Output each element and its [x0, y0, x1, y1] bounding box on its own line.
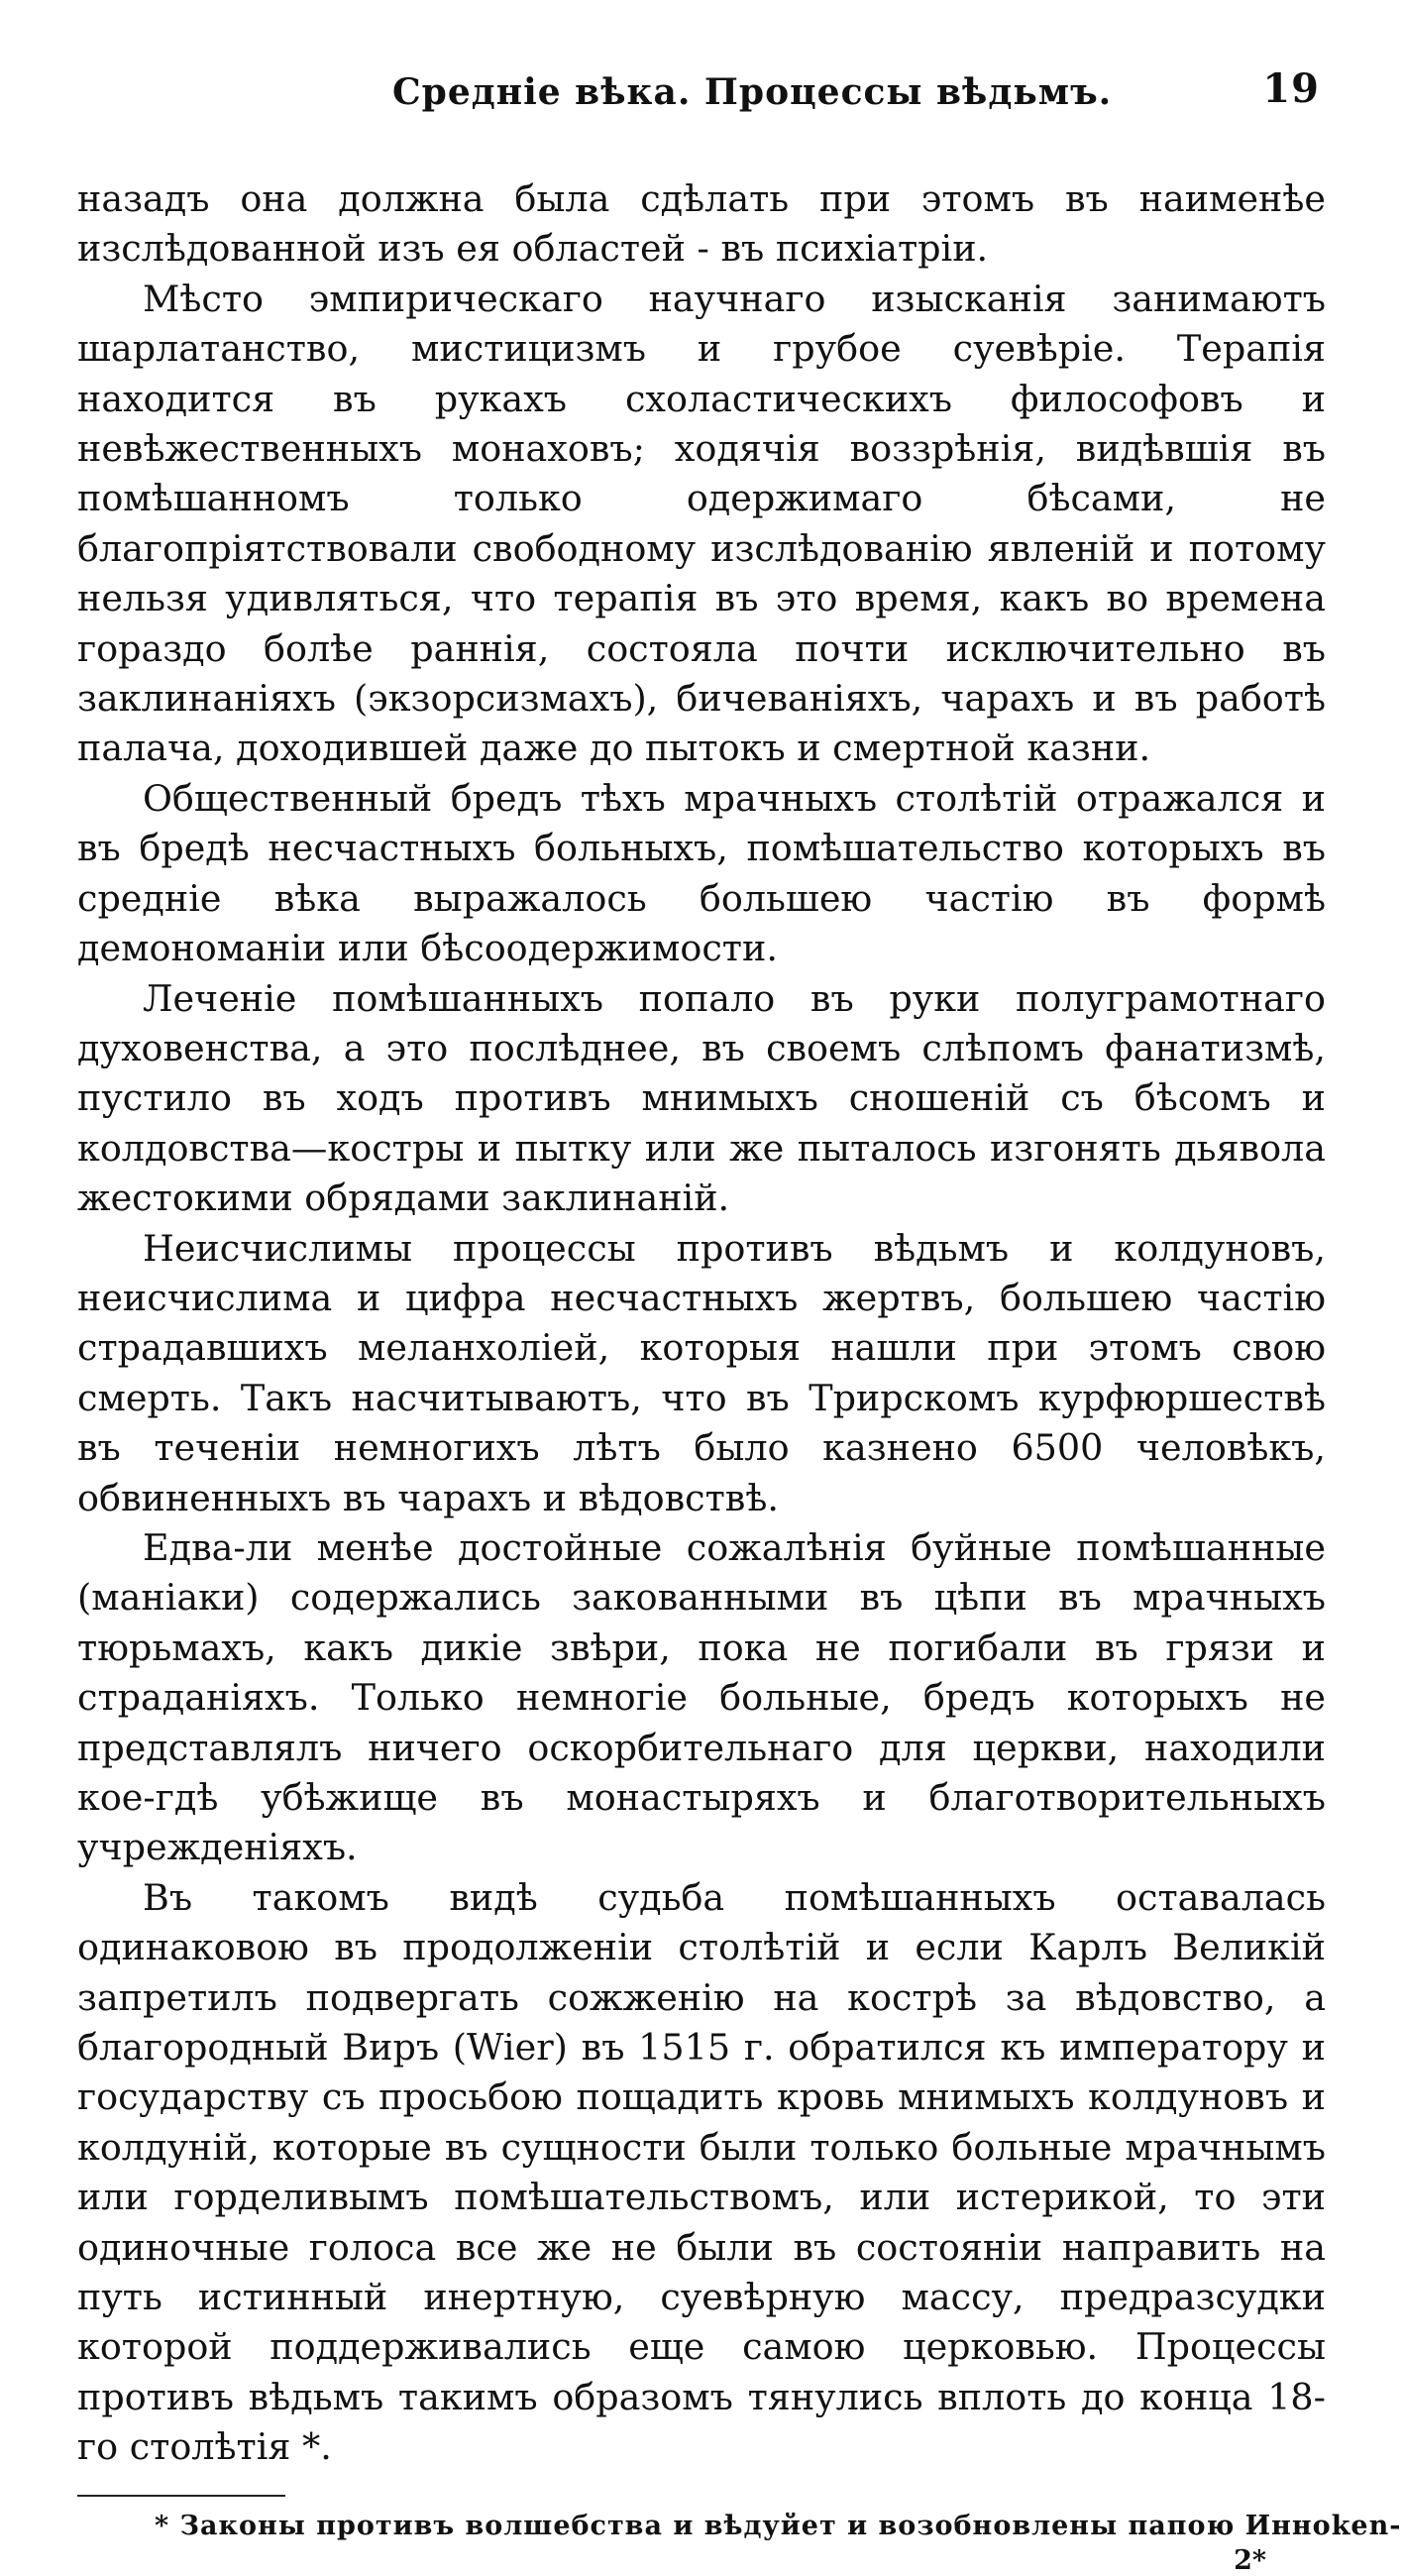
paragraph-6: Едва-ли менѣе достойные сожалѣнія буйные помѣшанные (маніаки) содержались закованными въ цѣпи въ мрачныхъ тюрьмахъ, какъ дикіе звѣри, пока не погибали въ грязи и страданіяхъ. Только немногіе больные, бредъ которыхъ не представлялъ ничего оскорбительнаго для церкви, находили кое-гдѣ убѣжище въ монастыряхъ и благотворительныхъ учрежденіяхъ.: [77, 1525, 1326, 1869]
paragraph-7: Въ такомъ видѣ судьба помѣшанныхъ оставалась одинаковою въ продолженіи столѣтій и если Карлъ Великій запретилъ подвергать сожженію на кострѣ за вѣдовство, а благородный Виръ (Wier) въ 1515 г. обратился къ императору и государству съ просьбою пощадить кровь мнимыхъ колдуновъ и колдуній, которые въ сущности были только больные мрачнымъ или горделивымъ помѣшательствомъ, или истерикой, то эти одиночные голоса все же не были въ состояніи направить на путь истинный инертную, суевѣрную массу, предразсудки которой поддерживались еще самою церковью. Процессы противъ вѣдьмъ такимъ образомъ тянулись вплоть до конца 18-го столѣтія *.: [77, 1875, 1326, 2469]
body-text: [77, 174, 1326, 2473]
paragraph-5: Неисчислимы процессы противъ вѣдьмъ и колдуновъ, неисчислима и цифра несчастныхъ жертвъ, большею частію страдавшихъ меланхоліей, которыя нашли при этомъ свою смерть. Такъ насчитываютъ, что въ Трирскомъ курфюршествѣ въ теченіи немногихъ лѣтъ было казнено 6500 человѣкъ, обвиненныхъ въ чарахъ и вѣдовствѣ.: [77, 1226, 1326, 1519]
page-number: 19: [1262, 65, 1320, 112]
signature-mark: 2*: [1234, 2544, 1266, 2576]
page-header: [77, 61, 1326, 131]
footnote-divider: [77, 2495, 285, 2497]
footnote: * Законы противъ волшебства и вѣдуйет и возобновлены папою Инноken-: [155, 2510, 1402, 2541]
paragraph-4: Леченіе помѣшанныхъ попало въ руки полуграмотнаго духовенства, а это послѣднее, въ своемъ слѣпомъ фанатизмѣ, пустило въ ходъ противъ мнимыхъ сношеній съ бѣсомъ и колдовства—костры и пытку или же пыталось изгонять дьявола жестокими обрядами заклинаній.: [77, 976, 1326, 1220]
paragraph-3: Общественный бредъ тѣхъ мрачныхъ столѣтій отражался и въ бредѣ несчастныхъ больныхъ, помѣшательство которыхъ въ средніе вѣка выражалось большею частію въ формѣ демономаніи или бѣсоодержимости.: [77, 776, 1326, 970]
paragraph-2: Мѣсто эмпирическаго научнаго изысканія занимаютъ шарлатанство, мистицизмъ и грубое суевѣріе. Терапія находится въ рукахъ схоластическихъ философовъ и невѣжественныхъ монаховъ; ходячія воззрѣнія, видѣвшія въ помѣшанномъ только одержимаго бѣсами, не благопріятствовали свободному изслѣдованію явленій и потому нельзя удивляться, что терапія въ это время, какъ во времена гораздо болѣе раннія, состояла почти исключительно въ заклинаніяхъ (экзорсизмахъ), бичеваніяхъ, чарахъ и въ работѣ палача, доходившей даже до пытокъ и смертной казни.: [77, 277, 1326, 770]
running-head: Средніе вѣка. Процессы вѣдьмъ.: [392, 71, 1113, 113]
paragraph-1: назадъ она должна была сдѣлать при этомъ въ наименѣе изслѣдованной изъ ея областей - въ психіатріи.: [77, 177, 1326, 271]
book-page: [77, 61, 1402, 2576]
